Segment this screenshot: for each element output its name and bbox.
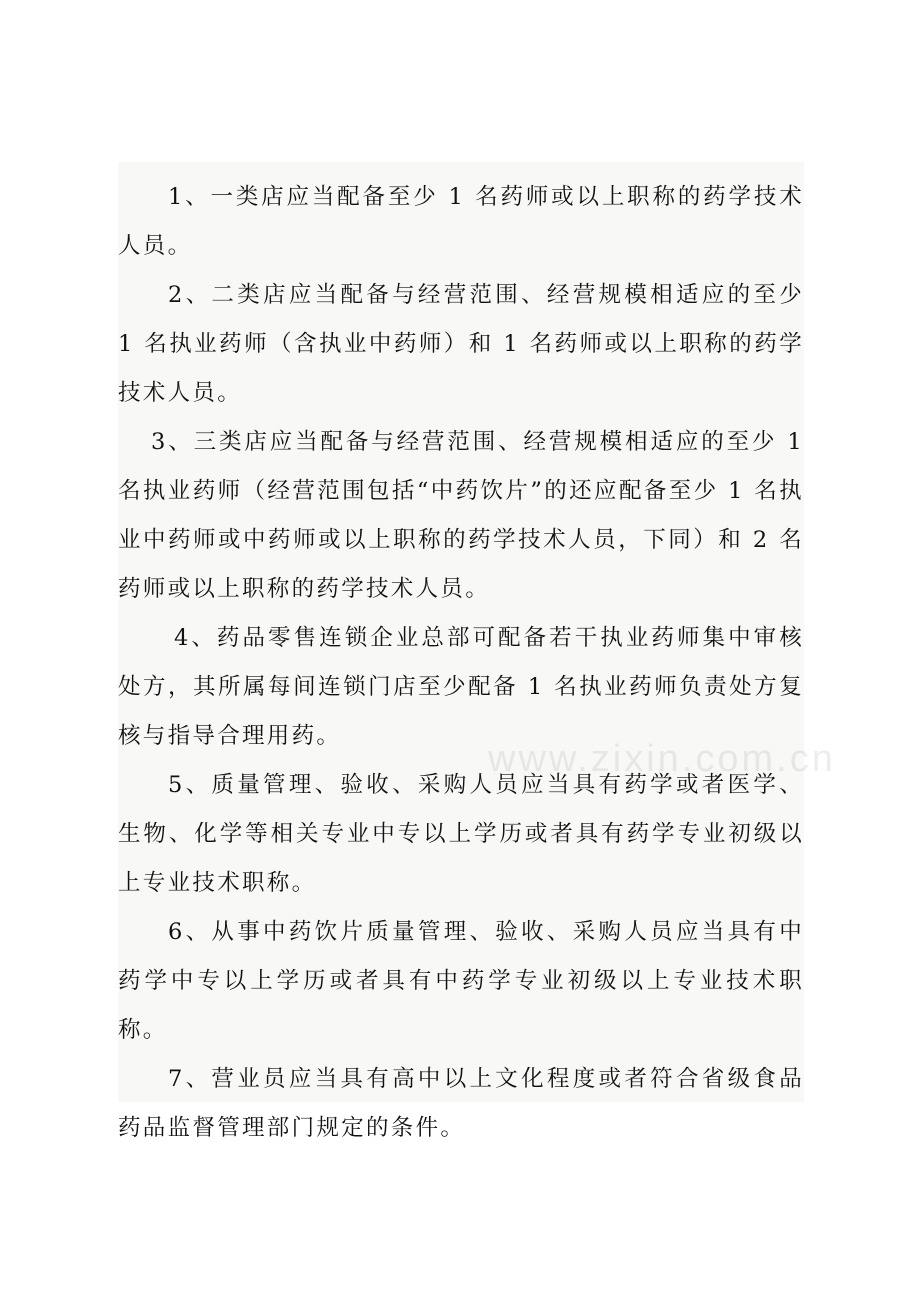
paragraph-2: 2、二类店应当配备与经营范围、经营规模相适应的至少 1 名执业药师（含执业中药师）和 1 名药师或以上职称的药学技术人员。 [118, 282, 804, 406]
paragraph-4: 4、药品零售连锁企业总部可配备若干执业药师集中审核处方，其所属每间连锁门店至少配备 1 名执业药师负责处方复核与指导合理用药。 [118, 625, 804, 749]
paragraph-5: 5、质量管理、验收、采购人员应当具有药学或者医学、生物、化学等相关专业中专以上学历或者具有药学专业初级以上专业技术职称。 [118, 772, 804, 896]
watermark: www.zixin.com.cn [488, 738, 836, 780]
paragraph-1: 1、一类店应当配备至少 1 名药师或以上职称的药学技术人员。 [118, 184, 804, 259]
document-body [118, 162, 836, 1141]
paragraph-6: 6、从事中药饮片质量管理、验收、采购人员应当具有中药学中专以上学历或者具有中药学专业初级以上专业技术职称。 [118, 919, 804, 1043]
paragraph-7: 7、营业员应当具有高中以上文化程度或者符合省级食品药品监督管理部门规定的条件。 [118, 1066, 804, 1141]
paragraph-3: 3、三类店应当配备与经营范围、经营规模相适应的至少 1 名执业药师（经营范围包括“中药饮片”的还应配备至少 1 名执业中药师或中药师或以上职称的药学技术人员，下同）和 2 名药师或以上职称的药学技术人员。 [118, 429, 804, 602]
